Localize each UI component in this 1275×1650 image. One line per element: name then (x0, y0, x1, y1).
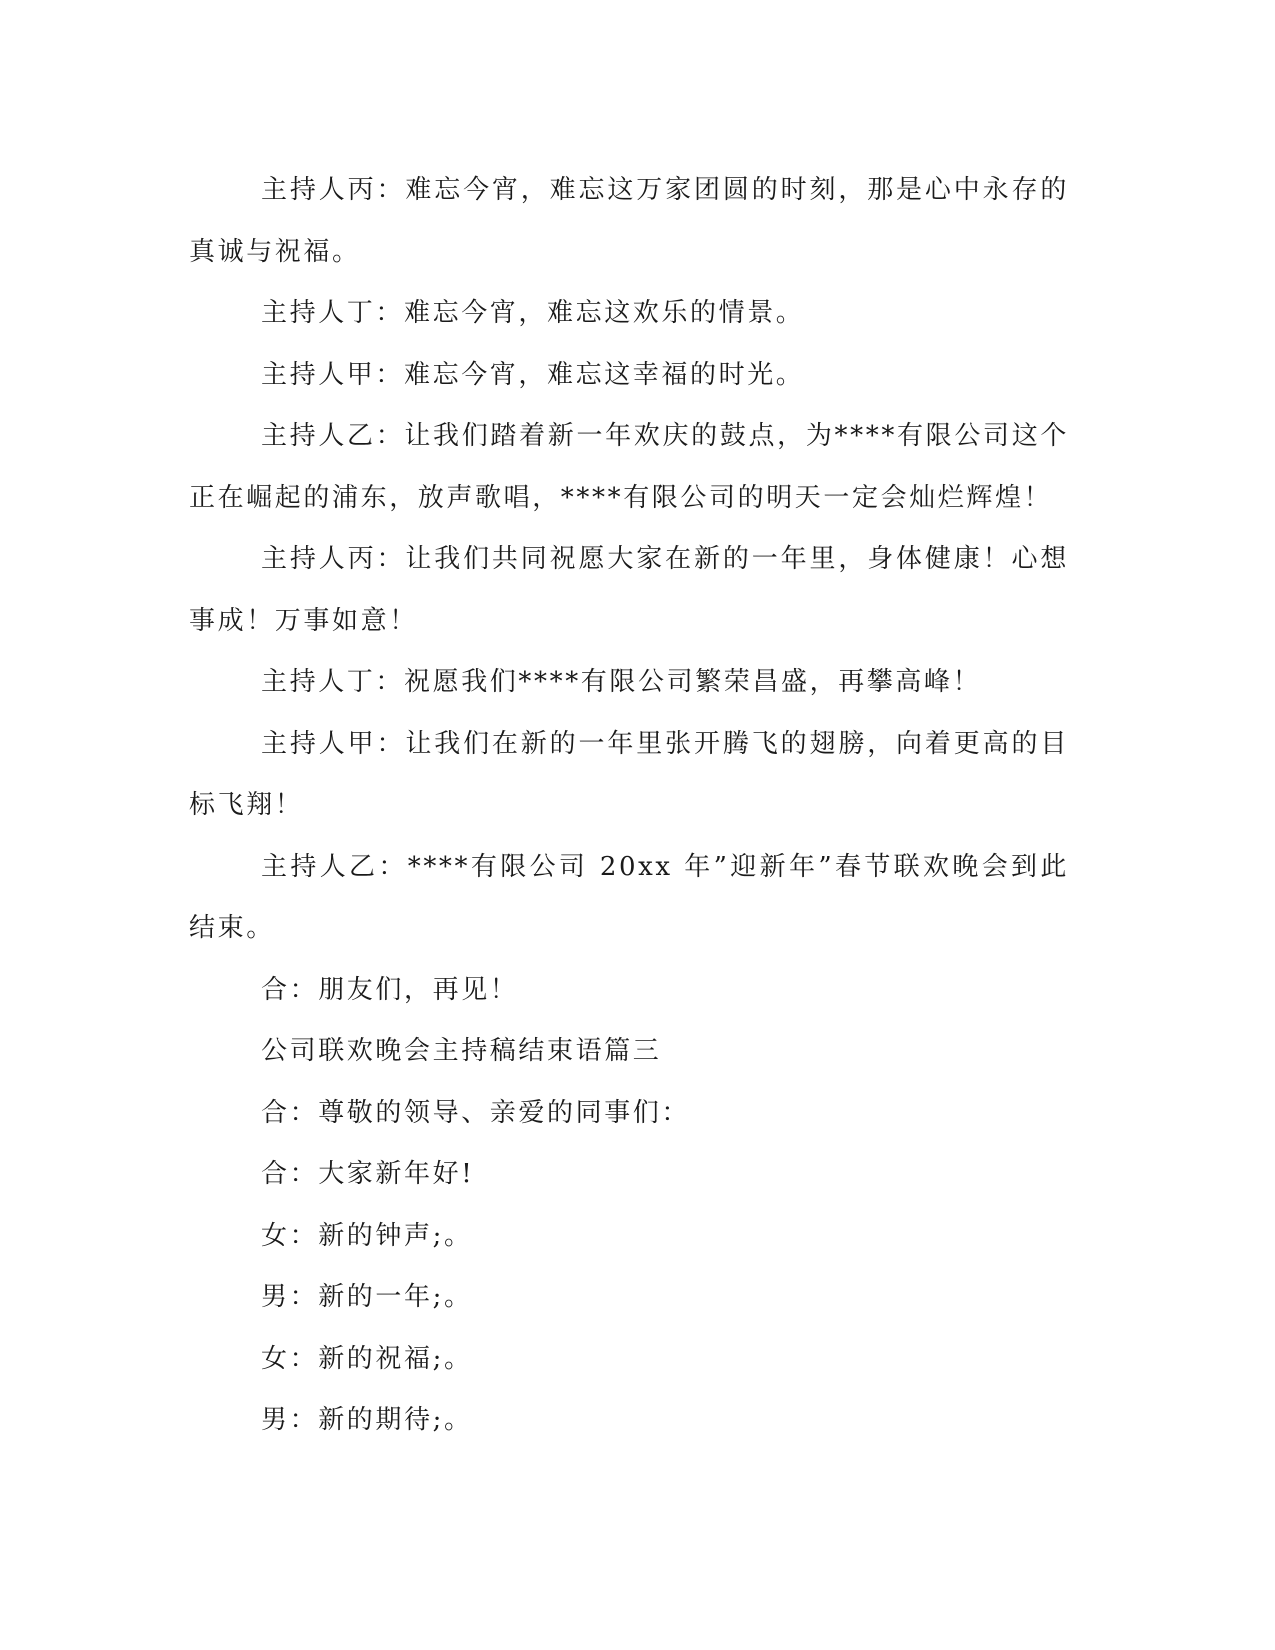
document-body (189, 160, 1069, 1452)
paragraph: 女：新的钟声;。 (261, 1220, 473, 1251)
paragraph: 合：尊敬的领导、亲爱的同事们： (261, 1097, 691, 1128)
paragraph: 主持人乙：****有限公司 20xx 年”迎新年”春节联欢晚会到此结束。 (189, 851, 1069, 943)
paragraph: 主持人丙：难忘今宵，难忘这万家团圆的时刻，那是心中永存的真诚与祝福。 (189, 175, 1069, 267)
paragraph: 合：朋友们，再见！ (261, 974, 519, 1005)
paragraph: 男：新的期待;。 (261, 1405, 473, 1435)
paragraph: 男：新的一年;。 (261, 1282, 473, 1312)
paragraph: 主持人丁：难忘今宵，难忘这欢乐的情景。 (261, 298, 805, 328)
paragraph: 主持人甲：让我们在新的一年里张开腾飞的翅膀，向着更高的目标飞翔！ (189, 728, 1069, 820)
paragraph: 女：新的祝福;。 (261, 1343, 473, 1374)
paragraph: 合：大家新年好! (261, 1159, 475, 1189)
paragraph: 主持人丙：让我们共同祝愿大家在新的一年里，身体健康！心想事成！万事如意！ (189, 544, 1069, 636)
paragraph: 主持人乙：让我们踏着新一年欢庆的鼓点，为****有限公司这个正在崛起的浦东，放声歌唱，****有限公司的明天一定会灿烂辉煌！ (189, 421, 1069, 513)
paragraph: 主持人甲：难忘今宵，难忘这幸福的时光。 (261, 359, 805, 390)
section-heading: 公司联欢晚会主持稿结束语篇三 (261, 1036, 662, 1066)
paragraph: 主持人丁：祝愿我们****有限公司繁荣昌盛，再攀高峰！ (261, 667, 982, 697)
